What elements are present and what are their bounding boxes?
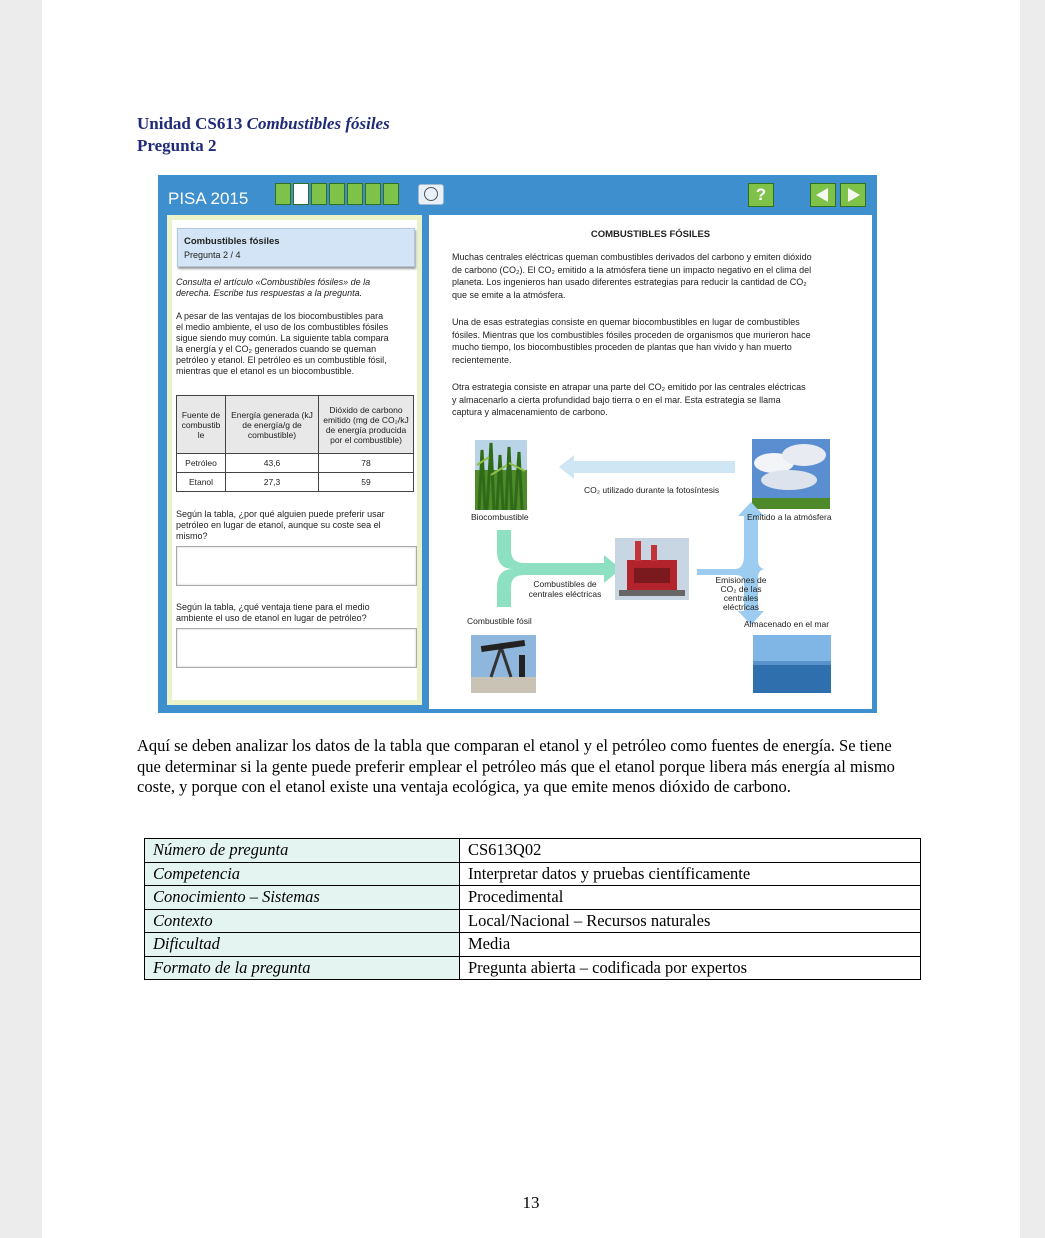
- info-value: CS613Q02: [460, 839, 921, 863]
- question-1: [176, 509, 416, 542]
- article-title: COMBUSTIBLES FÓSILES: [590, 229, 711, 240]
- table-row: [145, 956, 921, 980]
- info-value: Procedimental: [460, 886, 921, 910]
- carbon-cycle-diagram: [429, 215, 872, 709]
- table-cell: 43,6: [226, 454, 319, 473]
- instructions-line: Consulta el artículo «Combustibles fósiles» de la: [176, 277, 371, 287]
- intro-text: [176, 311, 416, 377]
- intro-line: sigue siendo muy común. La siguiente tabla compara: [176, 333, 389, 343]
- question-box-title: Combustibles fósiles: [184, 236, 280, 247]
- article-line: captura y almacenamiento de carbono.: [452, 407, 608, 417]
- table-cell: 59: [319, 473, 414, 492]
- table-row: [145, 886, 921, 910]
- table-header: Dióxido de carbono emitido (mg de CO₂/kJ de energía producida por el combustible): [319, 396, 414, 454]
- intro-line: el medio ambiente, el uso de los combustibles fósiles: [176, 322, 389, 332]
- question-line: petróleo en lugar de etanol, aunque su coste sea el: [176, 520, 381, 530]
- pisa-title: PISA 2015: [168, 189, 249, 208]
- fuel-table: [176, 395, 414, 492]
- question-info-table: [144, 838, 921, 980]
- info-key: Competencia: [145, 862, 460, 886]
- table-row: [145, 909, 921, 933]
- sky-image: [752, 439, 830, 509]
- answer-box-1[interactable]: [176, 546, 417, 586]
- info-key: Conocimiento – Sistemas: [145, 886, 460, 910]
- article-line: y almacenarlo a cierta profundidad bajo tierra o en el mar. Esta estrategia se llama: [452, 394, 781, 405]
- label-line: Combustibles de: [533, 579, 597, 589]
- info-value: Pregunta abierta – codificada por expertos: [460, 956, 921, 980]
- article-line: que se emite a la atmósfera.: [452, 289, 566, 300]
- question-line: Según la tabla, ¿qué ventaja tiene para el medio: [176, 602, 370, 612]
- plant-fuels-label: [513, 579, 617, 599]
- table-row: [145, 839, 921, 863]
- question-line: Según la tabla, ¿por qué alguien puede preferir usar: [176, 509, 385, 519]
- question-2: [176, 602, 416, 624]
- info-key: Número de pregunta: [145, 839, 460, 863]
- photosynthesis-label: CO₂ utilizado durante la fotosíntesis: [584, 485, 720, 495]
- table-cell: Etanol: [177, 473, 226, 492]
- question-line: ambiente el uso de etanol en lugar de petróleo?: [176, 613, 367, 623]
- label-line: CO₂ de las: [720, 584, 762, 594]
- pisa-frame: [158, 175, 877, 713]
- intro-line: la energía y el CO₂ generados cuando se queman: [176, 344, 377, 354]
- table-header: Fuente de combustib le: [177, 396, 226, 454]
- unit-heading: Unidad CS613 Combustibles fósiles: [137, 114, 390, 133]
- question-counter: Pregunta 2 / 4: [184, 250, 241, 260]
- article-panel: [429, 215, 872, 709]
- label-line: centrales: [723, 593, 759, 603]
- top-bar: [158, 175, 877, 213]
- intro-line: petróleo y etanol. El petróleo es un combustible fósil,: [176, 355, 387, 365]
- previous-button[interactable]: [810, 183, 836, 207]
- info-value: Interpretar datos y pruebas científicamente: [460, 862, 921, 886]
- article-line: recientemente.: [452, 354, 512, 365]
- timer-icon[interactable]: [418, 184, 444, 205]
- article-line: de carbono (CO₂). El CO₂ emitido a la atmósfera tiene un impacto negativo en el clima del: [452, 264, 812, 275]
- fossil-label: Combustible fósil: [467, 616, 532, 626]
- info-value: Local/Nacional – Recursos naturales: [460, 909, 921, 933]
- question-header-box: [177, 228, 415, 267]
- article-line: planeta. Los ingenieros han usado diferentes estrategias para reducir la cantidad de CO₂: [452, 277, 807, 287]
- label-line: centrales eléctricas: [528, 589, 602, 599]
- help-button[interactable]: ?: [748, 183, 774, 207]
- page-number: 13: [522, 1193, 540, 1212]
- table-cell: Petróleo: [177, 454, 226, 473]
- table-row: [145, 933, 921, 957]
- analysis-paragraph: Aquí se deben analizar los datos de la tabla que comparan el etanol y el petróleo como fuentes de energía. Se tiene que determinar si la gente puede preferir emplear el petróleo más que el etanol porque libera más energía al mismo coste, y porque con el etanol existe una ventaja ecológica, ya que emite menos dióxido de carbono.: [137, 736, 895, 796]
- power-plant-image: [615, 538, 689, 600]
- question-line: mismo?: [176, 531, 208, 541]
- table-row: [177, 454, 414, 473]
- progress-step: [365, 183, 381, 205]
- answer-box-2[interactable]: [176, 628, 417, 668]
- next-button[interactable]: [840, 183, 866, 207]
- progress-step: [311, 183, 327, 205]
- intro-line: mientras que el etanol es un biocombustible.: [176, 366, 355, 376]
- label-line: Emisiones de: [715, 575, 767, 585]
- table-row: [177, 473, 414, 492]
- emissions-label: [709, 576, 773, 612]
- instructions-line: derecha. Escribe tus respuestas a la pregunta.: [176, 288, 363, 298]
- info-key: Dificultad: [145, 933, 460, 957]
- oil-pump-image: [471, 635, 536, 693]
- photosynthesis-arrow: [559, 455, 735, 479]
- article-line: fósiles. Mientras que los combustibles fósiles proceden de organismos que murieron hace: [452, 329, 811, 340]
- info-value: Media: [460, 933, 921, 957]
- stored-label: Almacenado en el mar: [744, 619, 830, 629]
- biofuel-label: Biocombustible: [471, 512, 529, 522]
- emitted-label: Emitido a la atmósfera: [747, 512, 832, 522]
- table-cell: 78: [319, 454, 414, 473]
- corn-field-image: [475, 440, 527, 510]
- table-row: [145, 862, 921, 886]
- progress-step-current: [293, 183, 309, 205]
- progress-indicator: [275, 183, 399, 205]
- intro-line: A pesar de las ventajas de los biocombustibles para: [176, 311, 384, 321]
- progress-step: [275, 183, 291, 205]
- table-cell: 27,3: [226, 473, 319, 492]
- instructions: [176, 277, 416, 299]
- question-panel: [167, 215, 422, 705]
- progress-step: [329, 183, 345, 205]
- info-key: Contexto: [145, 909, 460, 933]
- article-line: Muchas centrales eléctricas queman combustibles derivados del carbono y emiten dióxido: [452, 252, 812, 262]
- page: [42, 0, 1020, 1238]
- sea-image: [753, 635, 831, 693]
- progress-step: [383, 183, 399, 205]
- question-heading: Pregunta 2: [137, 136, 217, 155]
- article-line: Una de esas estrategias consiste en quemar biocombustibles en lugar de combustibles: [452, 317, 800, 327]
- article-line: mucho tiempo, los biocombustibles proceden de plantas que han vivido y han muerto: [452, 342, 792, 352]
- table-header: Energía generada (kJ de energía/g de combustible): [226, 396, 319, 454]
- label-line: eléctricas: [723, 602, 759, 612]
- info-key: Formato de la pregunta: [145, 956, 460, 980]
- article-line: Otra estrategia consiste en atrapar una parte del CO₂ emitido por las centrales eléctricas: [452, 382, 806, 392]
- progress-step: [347, 183, 363, 205]
